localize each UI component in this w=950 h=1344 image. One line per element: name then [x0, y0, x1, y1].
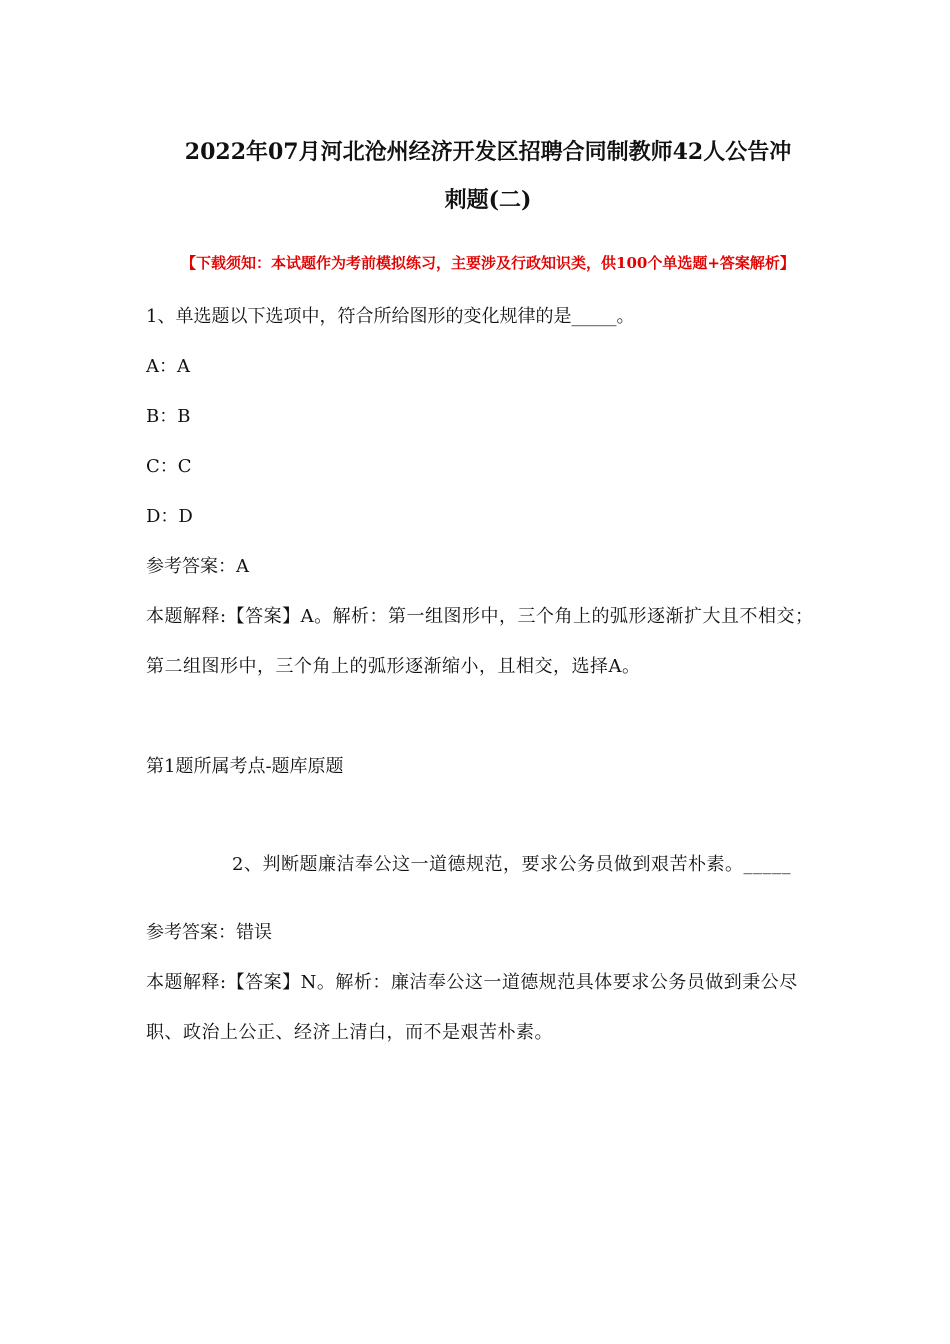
document-title	[126, 0, 850, 224]
question-1-option-b: B：B	[146, 406, 191, 427]
question-2-stem: 2、判断题廉洁奉公这一道德规范，要求公务员做到艰苦朴素。_____	[232, 854, 791, 875]
question-2-answer: 参考答案：错误	[146, 922, 272, 943]
question-1-answer: 参考答案：A	[146, 556, 249, 577]
question-1-option-d: D：D	[146, 506, 193, 527]
question-2-explanation: 本题解释:【答案】N。解析：廉洁奉公这一道德规范具体要求公务员做到秉公尽职、政治上公正、经济上清白，而不是艰苦朴素。	[146, 972, 798, 1043]
question-1-stem: 1、单选题以下选项中，符合所给图形的变化规律的是_____。	[146, 306, 635, 327]
title-line-1: 2022年07月河北沧州经济开发区招聘合同制教师42人公告冲	[184, 139, 792, 165]
question-1-option-a: A：A	[146, 356, 190, 377]
title-line-2: 刺题(二)	[444, 187, 532, 213]
question-1-explanation: 本题解释:【答案】A。解析：第一组图形中，三个角上的弧形逐渐扩大且不相交；第二组图形中，三个角上的弧形逐渐缩小，且相交，选择A。	[146, 606, 814, 677]
question-1-point: 第1题所属考点-题库原题	[146, 756, 344, 777]
question-1-option-c: C：C	[146, 456, 192, 477]
download-notice: 【下载须知：本试题作为考前模拟练习，主要涉及行政知识类，供100个单选题+答案解析】	[181, 254, 795, 272]
